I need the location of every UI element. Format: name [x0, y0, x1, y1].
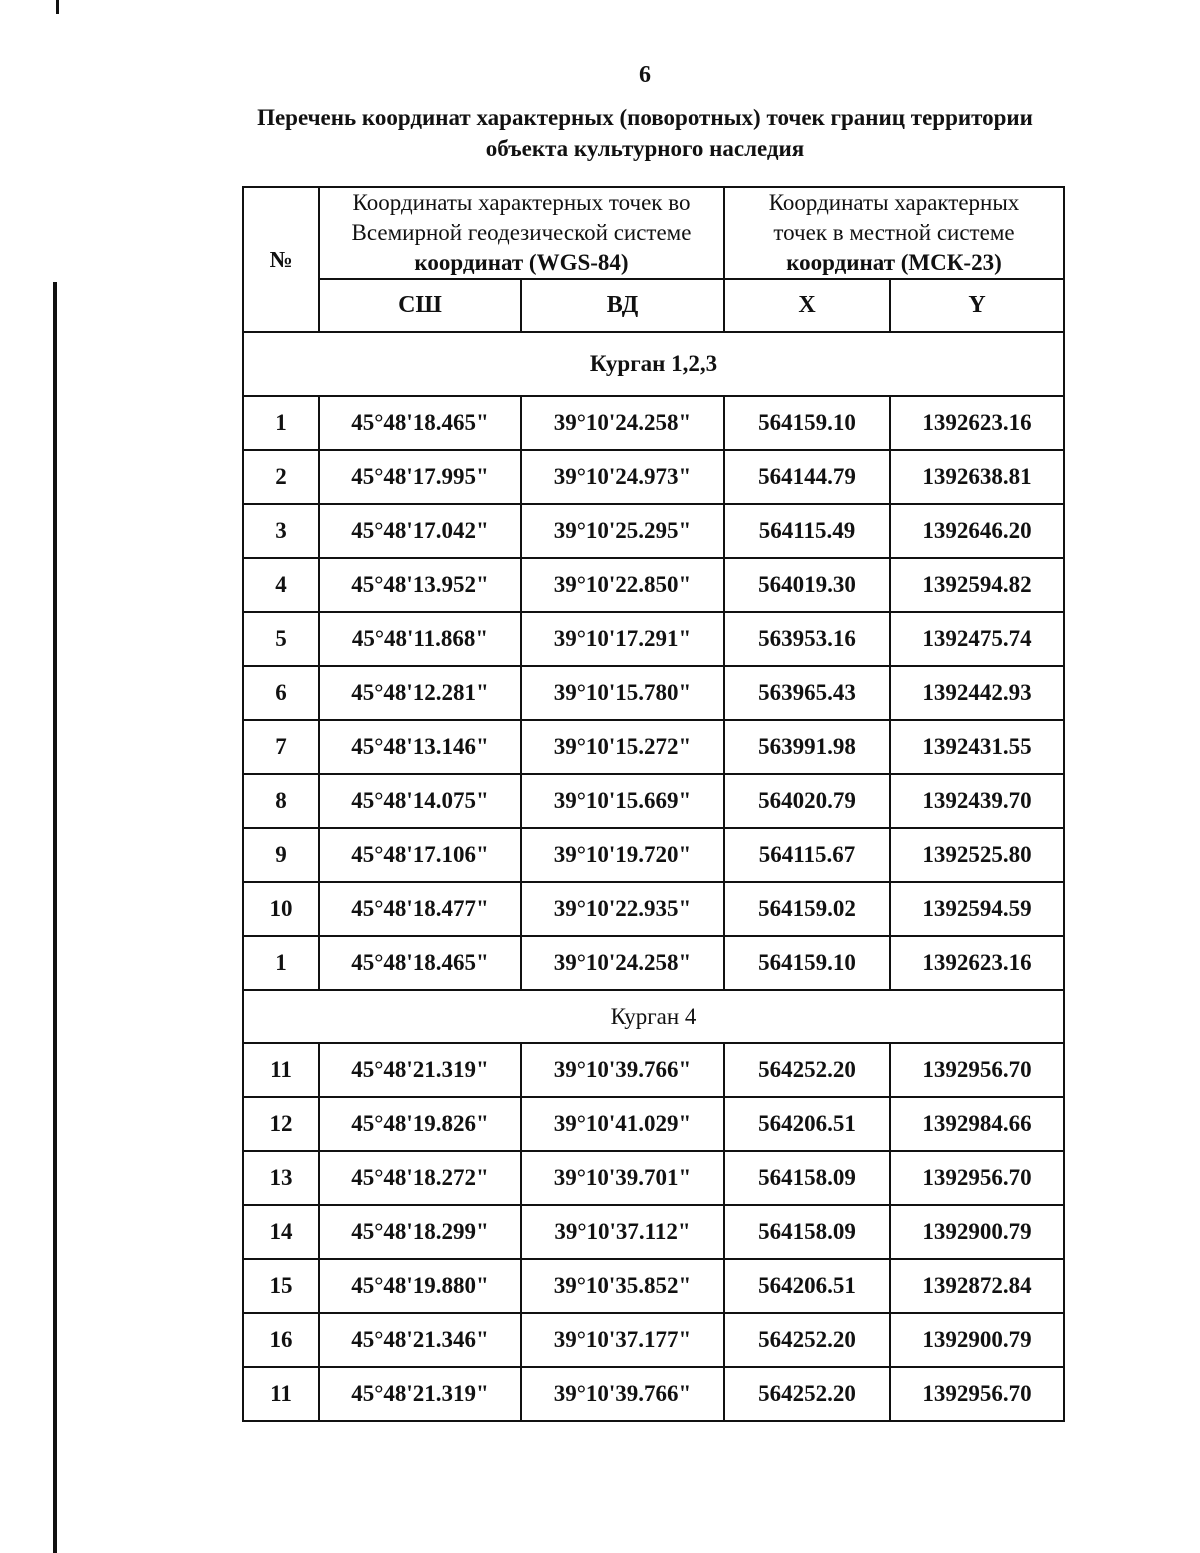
cell-point-number: 7	[243, 720, 319, 774]
cell-longitude: 39°10'24.258"	[521, 936, 724, 990]
cell-y: 1392638.81	[890, 450, 1064, 504]
cell-longitude: 39°10'22.850"	[521, 558, 724, 612]
cell-y: 1392956.70	[890, 1151, 1064, 1205]
cell-y: 1392431.55	[890, 720, 1064, 774]
scan-edge-mark-top	[56, 0, 59, 14]
cell-latitude: 45°48'17.042"	[319, 504, 521, 558]
cell-y: 1392956.70	[890, 1043, 1064, 1097]
cell-latitude: 45°48'12.281"	[319, 666, 521, 720]
cell-latitude: 45°48'21.346"	[319, 1313, 521, 1367]
cell-latitude: 45°48'13.146"	[319, 720, 521, 774]
cell-longitude: 39°10'25.295"	[521, 504, 724, 558]
cell-longitude: 39°10'15.272"	[521, 720, 724, 774]
cell-longitude: 39°10'35.852"	[521, 1259, 724, 1313]
cell-x: 564206.51	[724, 1259, 890, 1313]
cell-y: 1392872.84	[890, 1259, 1064, 1313]
cell-longitude: 39°10'22.935"	[521, 882, 724, 936]
cell-x: 564115.49	[724, 504, 890, 558]
table-row	[243, 666, 1064, 720]
cell-latitude: 45°48'21.319"	[319, 1043, 521, 1097]
table-row	[243, 1313, 1064, 1367]
cell-longitude: 39°10'39.701"	[521, 1151, 724, 1205]
cell-longitude: 39°10'37.112"	[521, 1205, 724, 1259]
cell-x: 564159.10	[724, 936, 890, 990]
cell-x: 564252.20	[724, 1367, 890, 1421]
cell-y: 1392900.79	[890, 1205, 1064, 1259]
table-subheader-row	[243, 279, 1064, 332]
cell-point-number: 1	[243, 936, 319, 990]
cell-point-number: 8	[243, 774, 319, 828]
cell-x: 564252.20	[724, 1043, 890, 1097]
table-row	[243, 396, 1064, 450]
section-title: Курган 4	[243, 990, 1064, 1043]
cell-latitude: 45°48'19.826"	[319, 1097, 521, 1151]
cell-longitude: 39°10'24.973"	[521, 450, 724, 504]
header-msk	[724, 187, 1064, 279]
cell-point-number: 9	[243, 828, 319, 882]
header-lat: СШ	[319, 279, 521, 332]
cell-point-number: 11	[243, 1367, 319, 1421]
cell-x: 563991.98	[724, 720, 890, 774]
cell-y: 1392475.74	[890, 612, 1064, 666]
cell-latitude: 45°48'17.106"	[319, 828, 521, 882]
table-row	[243, 936, 1064, 990]
header-msk-line-2: точек в местной системе	[773, 220, 1015, 245]
table-row	[243, 720, 1064, 774]
table-row	[243, 504, 1064, 558]
cell-x: 564206.51	[724, 1097, 890, 1151]
cell-longitude: 39°10'39.766"	[521, 1367, 724, 1421]
table-row	[243, 828, 1064, 882]
header-msk-line-1: Координаты характерных	[768, 190, 1020, 215]
cell-point-number: 2	[243, 450, 319, 504]
table-header-row	[243, 187, 1064, 279]
cell-y: 1392439.70	[890, 774, 1064, 828]
cell-longitude: 39°10'15.780"	[521, 666, 724, 720]
cell-y: 1392956.70	[890, 1367, 1064, 1421]
cell-y: 1392594.59	[890, 882, 1064, 936]
cell-latitude: 45°48'18.465"	[319, 396, 521, 450]
cell-point-number: 15	[243, 1259, 319, 1313]
page-title-line-1: Перечень координат характерных (поворотных) точек границ территории	[257, 105, 1033, 130]
cell-x: 563965.43	[724, 666, 890, 720]
table-row	[243, 1259, 1064, 1313]
table-row	[243, 1043, 1064, 1097]
table-row	[243, 882, 1064, 936]
cell-x: 564159.02	[724, 882, 890, 936]
cell-longitude: 39°10'24.258"	[521, 396, 724, 450]
cell-longitude: 39°10'15.669"	[521, 774, 724, 828]
cell-x: 564020.79	[724, 774, 890, 828]
cell-x: 564115.67	[724, 828, 890, 882]
cell-y: 1392594.82	[890, 558, 1064, 612]
table-row	[243, 1151, 1064, 1205]
cell-point-number: 6	[243, 666, 319, 720]
cell-y: 1392646.20	[890, 504, 1064, 558]
header-msk-line-3: координат (МСК-23)	[786, 250, 1002, 275]
cell-point-number: 13	[243, 1151, 319, 1205]
cell-y: 1392525.80	[890, 828, 1064, 882]
cell-point-number: 14	[243, 1205, 319, 1259]
cell-point-number: 10	[243, 882, 319, 936]
page-title	[240, 102, 1050, 164]
cell-longitude: 39°10'19.720"	[521, 828, 724, 882]
cell-point-number: 5	[243, 612, 319, 666]
scan-edge-mark-left	[53, 282, 57, 1553]
cell-x: 564019.30	[724, 558, 890, 612]
cell-x: 563953.16	[724, 612, 890, 666]
cell-point-number: 1	[243, 396, 319, 450]
cell-longitude: 39°10'41.029"	[521, 1097, 724, 1151]
cell-latitude: 45°48'18.465"	[319, 936, 521, 990]
section-title: Курган 1,2,3	[243, 332, 1064, 396]
table-body	[243, 332, 1064, 1421]
cell-x: 564158.09	[724, 1151, 890, 1205]
table-row	[243, 612, 1064, 666]
cell-y: 1392442.93	[890, 666, 1064, 720]
table-row	[243, 774, 1064, 828]
cell-latitude: 45°48'14.075"	[319, 774, 521, 828]
cell-longitude: 39°10'37.177"	[521, 1313, 724, 1367]
cell-x: 564159.10	[724, 396, 890, 450]
cell-x: 564252.20	[724, 1313, 890, 1367]
table-row	[243, 1205, 1064, 1259]
header-lon: ВД	[521, 279, 724, 332]
cell-point-number: 12	[243, 1097, 319, 1151]
header-wgs-line-3: координат (WGS-84)	[414, 250, 629, 275]
cell-latitude: 45°48'18.299"	[319, 1205, 521, 1259]
table-row	[243, 558, 1064, 612]
table-row	[243, 450, 1064, 504]
cell-x: 564158.09	[724, 1205, 890, 1259]
cell-latitude: 45°48'19.880"	[319, 1259, 521, 1313]
header-num-label: №	[269, 246, 293, 272]
cell-y: 1392623.16	[890, 396, 1064, 450]
cell-y: 1392623.16	[890, 936, 1064, 990]
cell-y: 1392900.79	[890, 1313, 1064, 1367]
page-number: 6	[639, 62, 651, 88]
section-row	[243, 332, 1064, 396]
section-row	[243, 990, 1064, 1043]
header-wgs-line-1: Координаты характерных точек во	[352, 190, 691, 215]
header-wgs	[319, 187, 724, 279]
header-num	[243, 187, 319, 332]
table-row	[243, 1097, 1064, 1151]
page-title-line-2: объекта культурного наследия	[485, 136, 805, 161]
cell-latitude: 45°48'17.995"	[319, 450, 521, 504]
cell-latitude: 45°48'11.868"	[319, 612, 521, 666]
cell-latitude: 45°48'18.272"	[319, 1151, 521, 1205]
cell-point-number: 3	[243, 504, 319, 558]
cell-latitude: 45°48'18.477"	[319, 882, 521, 936]
cell-latitude: 45°48'21.319"	[319, 1367, 521, 1421]
cell-longitude: 39°10'17.291"	[521, 612, 724, 666]
header-x: X	[724, 279, 890, 332]
cell-y: 1392984.66	[890, 1097, 1064, 1151]
table-row	[243, 1367, 1064, 1421]
cell-point-number: 16	[243, 1313, 319, 1367]
cell-x: 564144.79	[724, 450, 890, 504]
cell-latitude: 45°48'13.952"	[319, 558, 521, 612]
cell-point-number: 4	[243, 558, 319, 612]
header-y: Y	[890, 279, 1064, 332]
coordinates-table	[242, 186, 1065, 1422]
cell-longitude: 39°10'39.766"	[521, 1043, 724, 1097]
cell-point-number: 11	[243, 1043, 319, 1097]
header-wgs-line-2: Всемирной геодезической системе	[351, 220, 692, 245]
